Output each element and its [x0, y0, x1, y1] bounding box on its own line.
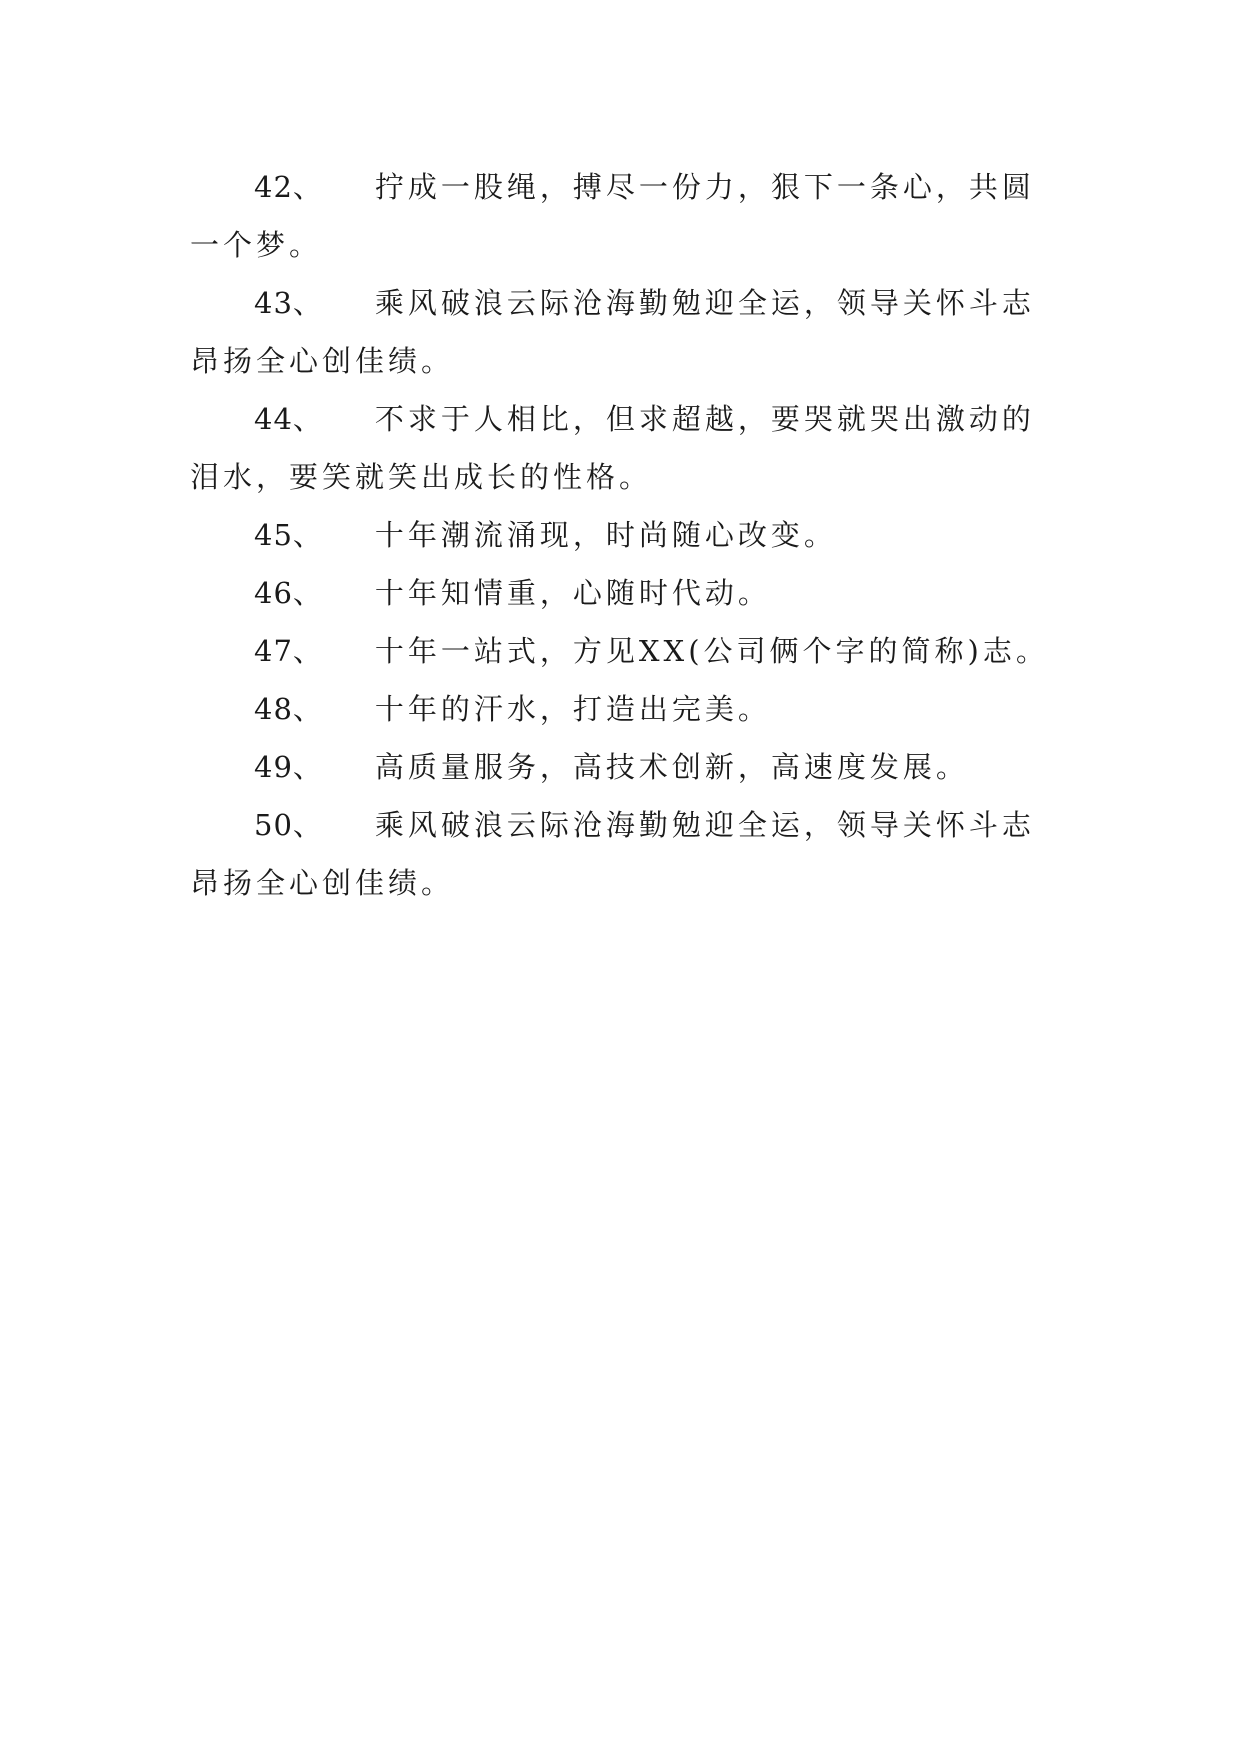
list-item — [190, 680, 1050, 738]
document-body — [190, 158, 1050, 912]
list-item — [190, 622, 1050, 680]
item-number: 45、 — [254, 518, 323, 552]
item-text: 十年潮流涌现，时尚随心改变。 — [374, 518, 837, 552]
item-number: 46、 — [254, 576, 323, 610]
item-number: 47、 — [254, 634, 323, 668]
list-item — [190, 274, 1050, 390]
item-text: 十年一站式，方见XX(公司俩个字的简称)志。 — [374, 634, 1049, 668]
item-number: 44、 — [254, 402, 323, 436]
list-item — [190, 158, 1050, 274]
item-number: 42、 — [254, 170, 323, 204]
item-number: 49、 — [254, 750, 323, 784]
item-text: 高质量服务，高技术创新，高速度发展。 — [374, 750, 969, 784]
list-item — [190, 796, 1050, 912]
item-text: 十年知情重，心随时代动。 — [374, 576, 771, 610]
list-item — [190, 390, 1050, 506]
item-number: 50、 — [254, 808, 323, 842]
item-text: 拧成一股绳，搏尽一份力，狠下一条心，共圆一个梦。 — [190, 170, 1035, 262]
item-text: 乘风破浪云际沧海勤勉迎全运，领导关怀斗志昂扬全心创佳绩。 — [190, 286, 1035, 378]
list-item — [190, 564, 1050, 622]
item-number: 48、 — [254, 692, 323, 726]
item-text: 十年的汗水，打造出完美。 — [374, 692, 771, 726]
list-item — [190, 506, 1050, 564]
list-item — [190, 738, 1050, 796]
item-number: 43、 — [254, 286, 323, 320]
item-text: 不求于人相比，但求超越，要哭就哭出激动的泪水，要笑就笑出成长的性格。 — [190, 402, 1035, 494]
item-text: 乘风破浪云际沧海勤勉迎全运，领导关怀斗志昂扬全心创佳绩。 — [190, 808, 1035, 900]
